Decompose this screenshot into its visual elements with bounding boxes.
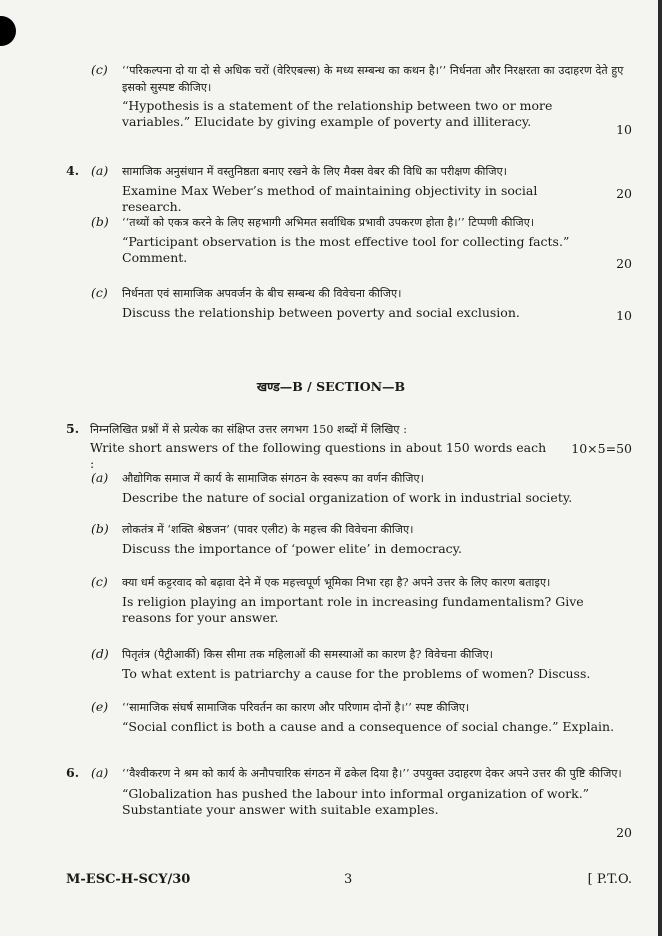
- pto-label: [ P.T.O.: [587, 872, 632, 887]
- marks: 10×5=50: [571, 441, 632, 456]
- english-text: “Social conflict is both a cause and a consequence of social change.” Explain.: [122, 719, 615, 735]
- hindi-text: औद्योगिक समाज में कार्य के सामाजिक संगठन के स्वरूप का वर्णन कीजिए।: [122, 472, 424, 485]
- english-text: Write short answers of the following questions in about 150 words each :: [90, 440, 547, 472]
- paper-code: M-ESC-H-SCY/30: [66, 872, 191, 887]
- question-5e: [66, 699, 632, 735]
- marks: 20: [616, 186, 632, 201]
- question-6a: [66, 765, 632, 840]
- question-number: 4.: [66, 163, 80, 178]
- hindi-text: पितृतंत्र (पैट्रीआर्की) किस सीमा तक महिलाओं की समस्याओं का कारण है? विवेचना कीजिए।: [122, 648, 494, 661]
- hindi-text: ‘‘परिकल्पना दो या दो से अधिक चरों (वेरिएबल्स) के मध्य सम्बन्ध का कथन है।’’ निर्धनता और निरक्षरता का उदाहरण देते हुए इसको सुस्पष्ट कीजिए।: [122, 64, 624, 95]
- marks: 20: [616, 256, 632, 271]
- hindi-text: ‘‘तथ्यों को एकत्र करने के लिए सहभागी अभिमत सर्वाधिक प्रभावी उपकरण होता है।’’ टिप्पणी कीजिए।: [122, 216, 535, 229]
- marks: 10: [616, 308, 632, 323]
- hindi-text: सामाजिक अनुसंधान में वस्तुनिष्ठता बनाए रखने के लिए मैक्स वेबर की विधि का परीक्षण कीजिए।: [122, 165, 508, 178]
- question-5b: [66, 521, 632, 557]
- punch-hole: [0, 16, 16, 46]
- part-label: (a): [91, 765, 109, 780]
- question-number: 5.: [66, 421, 80, 436]
- part-label: (b): [91, 214, 109, 229]
- question-5-intro: [66, 421, 632, 473]
- hindi-text: क्या धर्म कट्टरवाद को बढ़ावा देने में एक महत्त्वपूर्ण भूमिका निभा रहा है? अपने उत्तर के लिए कारण बताइए।: [122, 576, 551, 589]
- question-5a: [66, 470, 632, 506]
- part-label: (e): [91, 699, 109, 714]
- question-number: 6.: [66, 765, 80, 780]
- part-label: (b): [91, 521, 109, 536]
- english-text: Discuss the importance of ‘power elite’ in democracy.: [122, 541, 463, 557]
- english-text: “Hypothesis is a statement of the relationship between two or more variables.” Elucidate by giving example of poverty and illiteracy.: [122, 98, 553, 130]
- hindi-text: लोकतंत्र में ‘शक्ति श्रेष्ठजन’ (पावर एलीट) के महत्त्व की विवेचना कीजिए।: [122, 523, 414, 536]
- hindi-text: निम्नलिखित प्रश्नों में से प्रत्येक का संक्षिप्त उत्तर लगभग 150 शब्दों में लिखिए :: [90, 423, 408, 436]
- part-label: (c): [91, 285, 108, 300]
- part-label: (a): [91, 470, 109, 485]
- marks: 10: [616, 122, 632, 137]
- part-label: (a): [91, 163, 109, 178]
- english-text: Is religion playing an important role in increasing fundamentalism? Give reasons for your answer.: [122, 594, 584, 626]
- section-heading: खण्ड—B / SECTION—B: [256, 379, 406, 394]
- english-text: Describe the nature of social organization of work in industrial society.: [122, 490, 573, 506]
- hindi-text: निर्धनता एवं सामाजिक अपवर्जन के बीच सम्बन्ध की विवेचना कीजिए।: [122, 287, 402, 300]
- english-text: Discuss the relationship between poverty and social exclusion.: [122, 305, 520, 321]
- part-label: (c): [91, 62, 108, 77]
- part-label: (d): [91, 646, 109, 661]
- question-5c: [66, 574, 632, 627]
- hindi-text: ‘‘सामाजिक संघर्ष सामाजिक परिवर्तन का कारण और परिणाम दोनों है।’’ स्पष्ट कीजिए।: [122, 701, 470, 714]
- part-label: (c): [91, 574, 108, 589]
- page-number: 3: [344, 872, 353, 887]
- marks: 20: [616, 825, 632, 840]
- english-text: To what extent is patriarchy a cause for the problems of women? Discuss.: [122, 666, 591, 682]
- question-4a: [66, 163, 632, 216]
- question-4b: [66, 214, 632, 271]
- english-text: “Participant observation is the most effective tool for collecting facts.” Comment.: [122, 234, 570, 266]
- question-5d: [66, 646, 632, 682]
- english-text: Examine Max Weber’s method of maintaining objectivity in social research.: [122, 183, 538, 215]
- page-edge: [658, 0, 662, 936]
- question-4c: [66, 285, 632, 321]
- english-text: “Globalization has pushed the labour into informal organization of work.” Substantiate your answer with suitable examples.: [122, 786, 590, 818]
- hindi-text: ‘‘वैश्वीकरण ने श्रम को कार्य के अनौपचारिक संगठन में ढकेल दिया है।’’ उपयुक्त उदाहरण देकर अपने उत्तर की पुष्टि कीजिए।: [122, 767, 622, 780]
- question-3c: [66, 62, 632, 137]
